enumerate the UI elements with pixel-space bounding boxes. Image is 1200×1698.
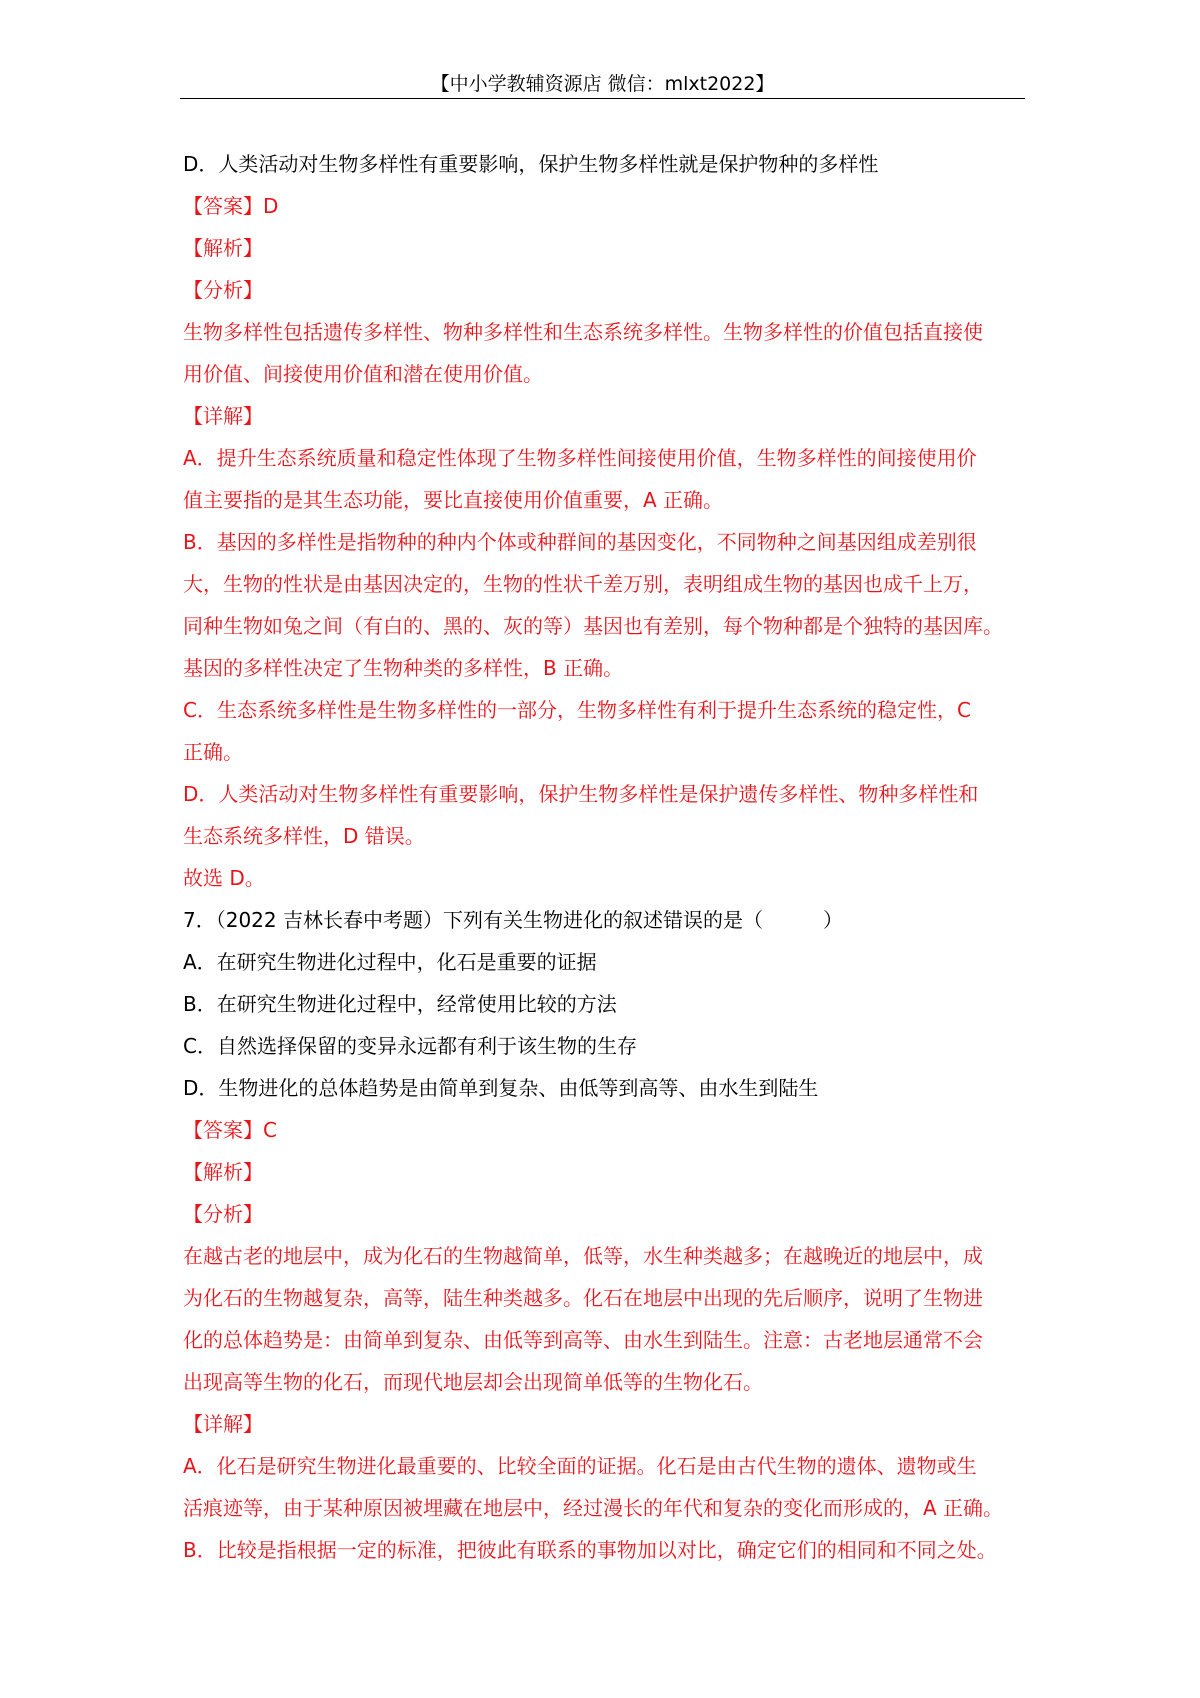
text-line: 【分析】 xyxy=(183,1202,263,1226)
text-line: 【解析】 xyxy=(183,1160,263,1184)
text-line: 基因的多样性决定了生物种类的多样性，B 正确。 xyxy=(183,656,624,680)
text-line: 【答案】D xyxy=(183,194,279,218)
text-line: D．人类活动对生物多样性有重要影响，保护生物多样性是保护遗传多样性、物种多样性和 xyxy=(183,782,979,806)
text-line: 7．（2022 吉林长春中考题）下列有关生物进化的叙述错误的是（ ） xyxy=(183,908,843,932)
text-line: 【详解】 xyxy=(183,404,263,428)
text-line: D．生物进化的总体趋势是由简单到复杂、由低等到高等、由水生到陆生 xyxy=(183,1076,819,1100)
text-line: 活痕迹等，由于某种原因被埋藏在地层中，经过漫长的年代和复杂的变化而形成的，A 正确。 xyxy=(183,1496,1004,1520)
text-line: C．自然选择保留的变异永远都有利于该生物的生存 xyxy=(183,1034,637,1058)
text-line: 生物多样性包括遗传多样性、物种多样性和生态系统多样性。生物多样性的价值包括直接使 xyxy=(183,320,983,344)
text-line: 【解析】 xyxy=(183,236,263,260)
document-body xyxy=(183,143,1026,1571)
text-line: C．生态系统多样性是生物多样性的一部分，生物多样性有利于提升生态系统的稳定性，C xyxy=(183,698,971,722)
text-line: 大，生物的性状是由基因决定的，生物的性状千差万别，表明组成生物的基因也成千上万， xyxy=(183,572,983,596)
text-line: 【分析】 xyxy=(183,278,263,302)
text-line: B．在研究生物进化过程中，经常使用比较的方法 xyxy=(183,992,617,1016)
text-line: 故选 D。 xyxy=(183,866,265,890)
text-line: 化的总体趋势是：由简单到复杂、由低等到高等、由水生到陆生。注意：古老地层通常不会 xyxy=(183,1328,983,1352)
text-line: 出现高等生物的化石，而现代地层却会出现简单低等的生物化石。 xyxy=(183,1370,763,1394)
text-line: B．比较是指根据一定的标准，把彼此有联系的事物加以对比，确定它们的相同和不同之处。 xyxy=(183,1538,997,1562)
text-line: 为化石的生物越复杂，高等，陆生种类越多。化石在地层中出现的先后顺序，说明了生物进 xyxy=(183,1286,983,1310)
text-line: 在越古老的地层中，成为化石的生物越简单，低等，水生种类越多；在越晚近的地层中，成 xyxy=(183,1244,983,1268)
text-line: 用价值、间接使用价值和潜在使用价值。 xyxy=(183,362,543,386)
text-line: 正确。 xyxy=(183,740,243,764)
text-line: 【答案】C xyxy=(183,1118,277,1142)
text-line: A．提升生态系统质量和稳定性体现了生物多样性间接使用价值，生物多样性的间接使用价 xyxy=(183,446,977,470)
text-line: B．基因的多样性是指物种的种内个体或种群间的基因变化，不同物种之间基因组成差别很 xyxy=(183,530,977,554)
text-line: A．化石是研究生物进化最重要的、比较全面的证据。化石是由古代生物的遗体、遗物或生 xyxy=(183,1454,977,1478)
text-line: D．人类活动对生物多样性有重要影响，保护生物多样性就是保护物种的多样性 xyxy=(183,152,879,176)
page-header: 【中小学教辅资源店 微信：mlxt2022】 xyxy=(430,73,775,95)
text-line: 生态系统多样性，D 错误。 xyxy=(183,824,425,848)
text-line: 【详解】 xyxy=(183,1412,263,1436)
text-line: 值主要指的是其生态功能，要比直接使用价值重要，A 正确。 xyxy=(183,488,724,512)
text-line: 同种生物如兔之间（有白的、黑的、灰的等）基因也有差别，每个物种都是个独特的基因库。 xyxy=(183,614,1003,638)
header-divider xyxy=(180,98,1025,99)
text-line: A．在研究生物进化过程中，化石是重要的证据 xyxy=(183,950,597,974)
